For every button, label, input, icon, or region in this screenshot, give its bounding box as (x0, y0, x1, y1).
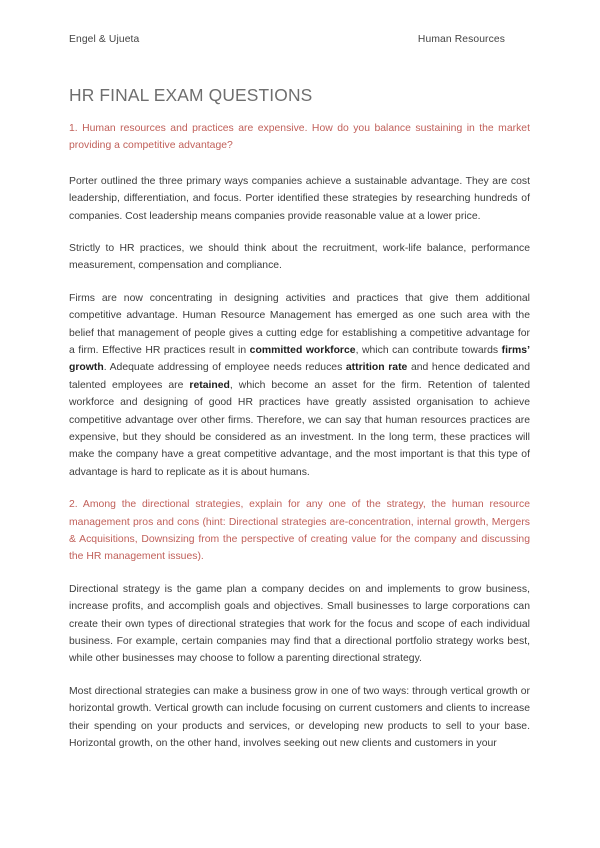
answer-1-p3-segment-5: , which become an asset for the firm. Retention of talented workforce and designing of good HR practices have greatly assisted organisation to achieve competitive advantage over other firms. Therefore, we can say that human resources practices are expensive, but they should be considered as an investment. In the long term, these practices will make the company have a great competitive advantage, and the most important is that this type of advantage is hard to replicate as it is about humans. (69, 379, 530, 478)
header-author: Engel & Ujueta (69, 34, 140, 45)
answer-1-p3-bold-retained: retained (189, 379, 230, 391)
answer-1-p3-bold-firms-growth: firms’ growth (69, 344, 530, 374)
question-2: 2. Among the directional strategies, explain for any one of the strategy, the human resource management pros and cons (hint: Directional strategies are-concentration, internal growth, Mergers & Acquisitions, Downsizing from the perspective of creating value for the company and discussing the HR management issues). (69, 499, 530, 563)
answer-1-p3-segment-1: Firms are now concentrating in designing activities and practices that give them additional competitive advantage. Human Resource Management has emerged as one such area with the belief that management of people gives a cutting edge for establishing a competitive advantage for a firm. Effective HR practices result in (69, 292, 530, 356)
answer-1-paragraph-1: Porter outlined the three primary ways companies achieve a sustainable advantage. They are cost leadership, differentiation, and focus. Porter identified these strategies by researching hundreds of companies. Cost leadership means companies provide reasonable value at a lower price. (69, 175, 530, 222)
answer-1-p3-segment-2: , which can contribute towards (355, 344, 502, 356)
header-subject: Human Resources (417, 34, 505, 45)
answer-1-p3-segment-3: . Adequate addressing of employee needs reduces (103, 362, 346, 374)
answer-1-paragraph-2: Strictly to HR practices, we should think about the recruitment, work-life balance, performance measurement, compensation and compliance. (69, 242, 530, 272)
answer-2-paragraph-1: Directional strategy is the game plan a company decides on and implements to grow business, increase profits, and accomplish goals and objectives. Small businesses to large corporations can create their own types of directional strategies that work for the focus and scope of each individual business. For example, certain companies may find that a directional portfolio strategy works best, while other businesses may choose to follow a parenting directional strategy. (69, 583, 530, 665)
answer-2-paragraph-2: Most directional strategies can make a business grow in one of two ways: through vertical growth or horizontal growth. Vertical growth can include focusing on current customers and clients to increase their spending on your products and services, or developing new products to sell to your base. Horizontal growth, on the other hand, involves seeking out new clients and customers in your (69, 685, 530, 750)
question-1: 1. Human resources and practices are expensive. How do you balance sustaining in the market providing a competitive advantage? (69, 122, 530, 152)
answer-1-p3-bold-attrition-rate: attrition rate (345, 362, 408, 374)
page-title: HR FINAL EXAM QUESTIONS (69, 85, 313, 105)
document-body (69, 85, 530, 752)
answer-1-p3-segment-4: and hence dedicated and talented employees are (69, 362, 530, 391)
answer-1-paragraph-3 (69, 290, 530, 481)
running-header (69, 34, 531, 45)
answer-1-p3-bold-committed-workforce: committed workforce (249, 344, 356, 356)
